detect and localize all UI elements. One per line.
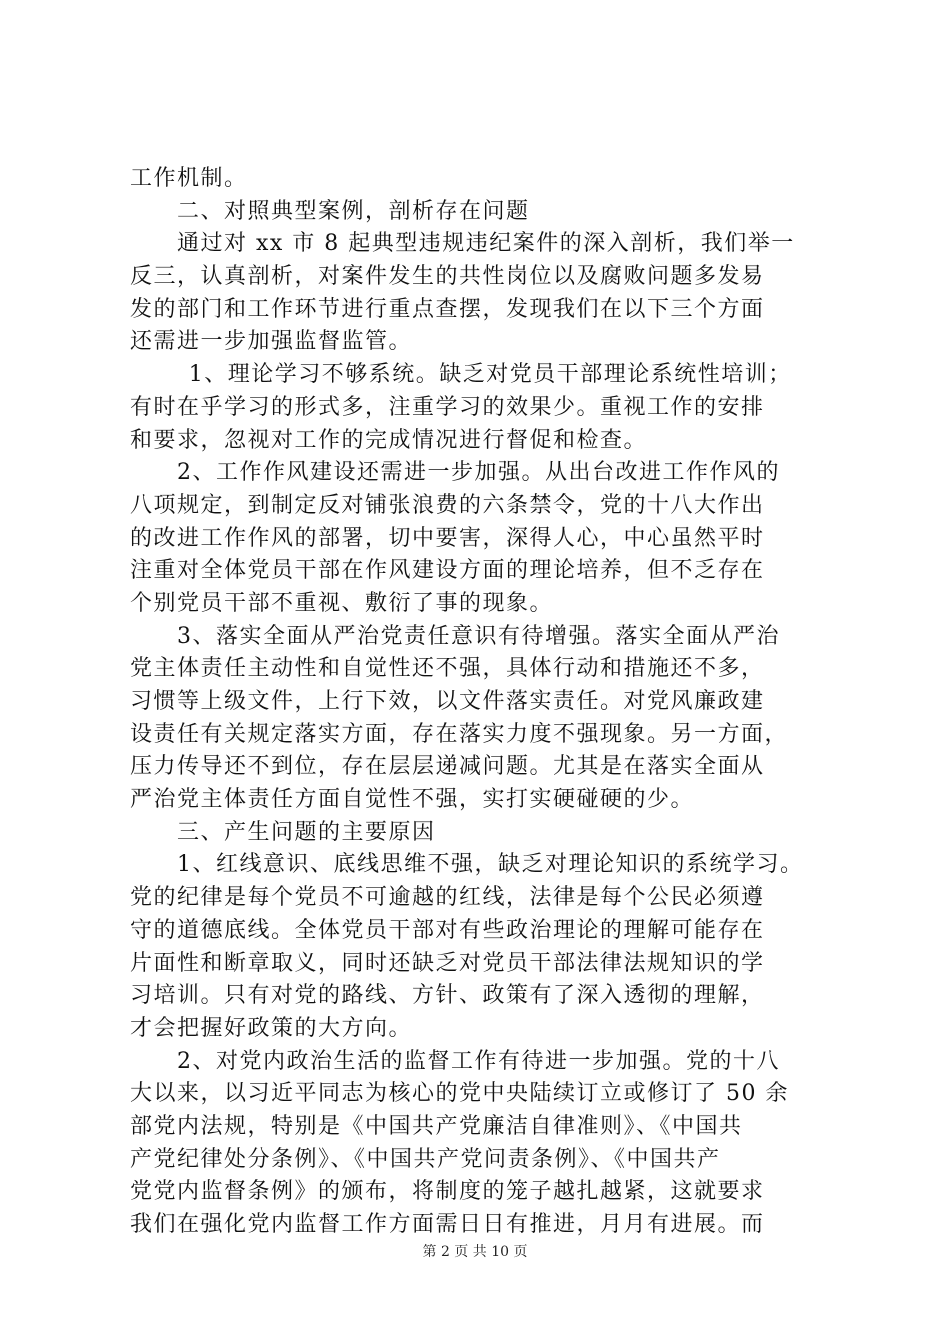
text-line: 反三，认真剖析，对案件发生的共性岗位以及腐败问题多发易: [130, 264, 765, 290]
text-line: 3、落实全面从严治党责任意识有待增强。落实全面从严治: [177, 623, 780, 649]
text-line: 和要求，忽视对工作的完成情况进行督促和检查。: [130, 427, 648, 453]
text-line: 通过对 xx 市 8 起典型违规违纪案件的深入剖析，我们举一: [177, 231, 795, 257]
text-line: 严治党主体责任方面自觉性不强，实打实硬碰硬的少。: [130, 787, 695, 813]
text-line: 1、红线意识、底线思维不强，缺乏对理论知识的系统学习。: [177, 852, 804, 878]
text-line: 注重对全体党员干部在作风建设方面的理论培养，但不乏存在: [130, 558, 765, 584]
text-line: 八项规定，到制定反对铺张浪费的六条禁令，党的十八大作出: [130, 492, 765, 518]
text-line: 有时在乎学习的形式多，注重学习的效果少。重视工作的安排: [130, 394, 765, 420]
text-line: 2、工作作风建设还需进一步加强。从出台改进工作作风的: [177, 460, 780, 486]
text-line: 2、对党内政治生活的监督工作有待进一步加强。党的十八: [177, 1048, 780, 1074]
text-line: 产党纪律处分条例》、《中国共产党问责条例》、《中国共产: [130, 1146, 721, 1172]
text-line: 三、产生问题的主要原因: [177, 819, 436, 845]
text-line: 二、对照典型案例，剖析存在问题: [177, 198, 530, 224]
text-line: 守的道德底线。全体党员干部对有些政治理论的理解可能存在: [130, 917, 765, 943]
text-line: 设责任有关规定落实方面，存在落实力度不强现象。另一方面，: [130, 721, 789, 747]
page-footer: 第 2 页 共 10 页: [422, 1244, 528, 1260]
text-line: 工作机制。: [130, 166, 248, 191]
text-line: 党的纪律是每个党员不可逾越的红线，法律是每个公民必须遵: [130, 885, 765, 911]
text-line: 还需进一步加强监督监管。: [130, 329, 413, 355]
text-line: 大以来，以习近平同志为核心的党中央陆续订立或修订了 50 余: [130, 1081, 789, 1107]
text-line: 发的部门和工作环节进行重点查摆，发现我们在以下三个方面: [130, 296, 765, 322]
text-line: 部党内法规，特别是《中国共产党廉洁自律准则》、《中国共: [130, 1113, 743, 1139]
text-line: 个别党员干部不重视、敷衍了事的现象。: [130, 590, 554, 616]
text-line: 党党内监督条例》的颁布，将制度的笼子越扎越紧，这就要求: [130, 1179, 765, 1205]
text-line: 压力传导还不到位，存在层层递减问题。尤其是在落实全面从: [130, 754, 765, 780]
text-line: 的改进工作作风的部署，切中要害，深得人心，中心虽然平时: [130, 525, 765, 551]
text-line: 片面性和断章取义，同时还缺乏对党员干部法律法规知识的学: [130, 950, 765, 976]
document-body: [130, 163, 830, 1242]
text-line: 习惯等上级文件，上行下效，以文件落实责任。对党风廉政建: [130, 689, 765, 714]
text-line: 1、理论学习不够系统。缺乏对党员干部理论系统性培训；: [188, 362, 792, 388]
text-line: 才会把握好政策的大方向。: [130, 1015, 413, 1041]
text-line: 我们在强化党内监督工作方面需日日有推进，月月有进展。而: [130, 1212, 765, 1237]
text-line: 党主体责任主动性和自觉性还不强，具体行动和措施还不多，: [130, 656, 765, 682]
text-line: 习培训。只有对党的路线、方针、政策有了深入透彻的理解，: [130, 983, 765, 1009]
